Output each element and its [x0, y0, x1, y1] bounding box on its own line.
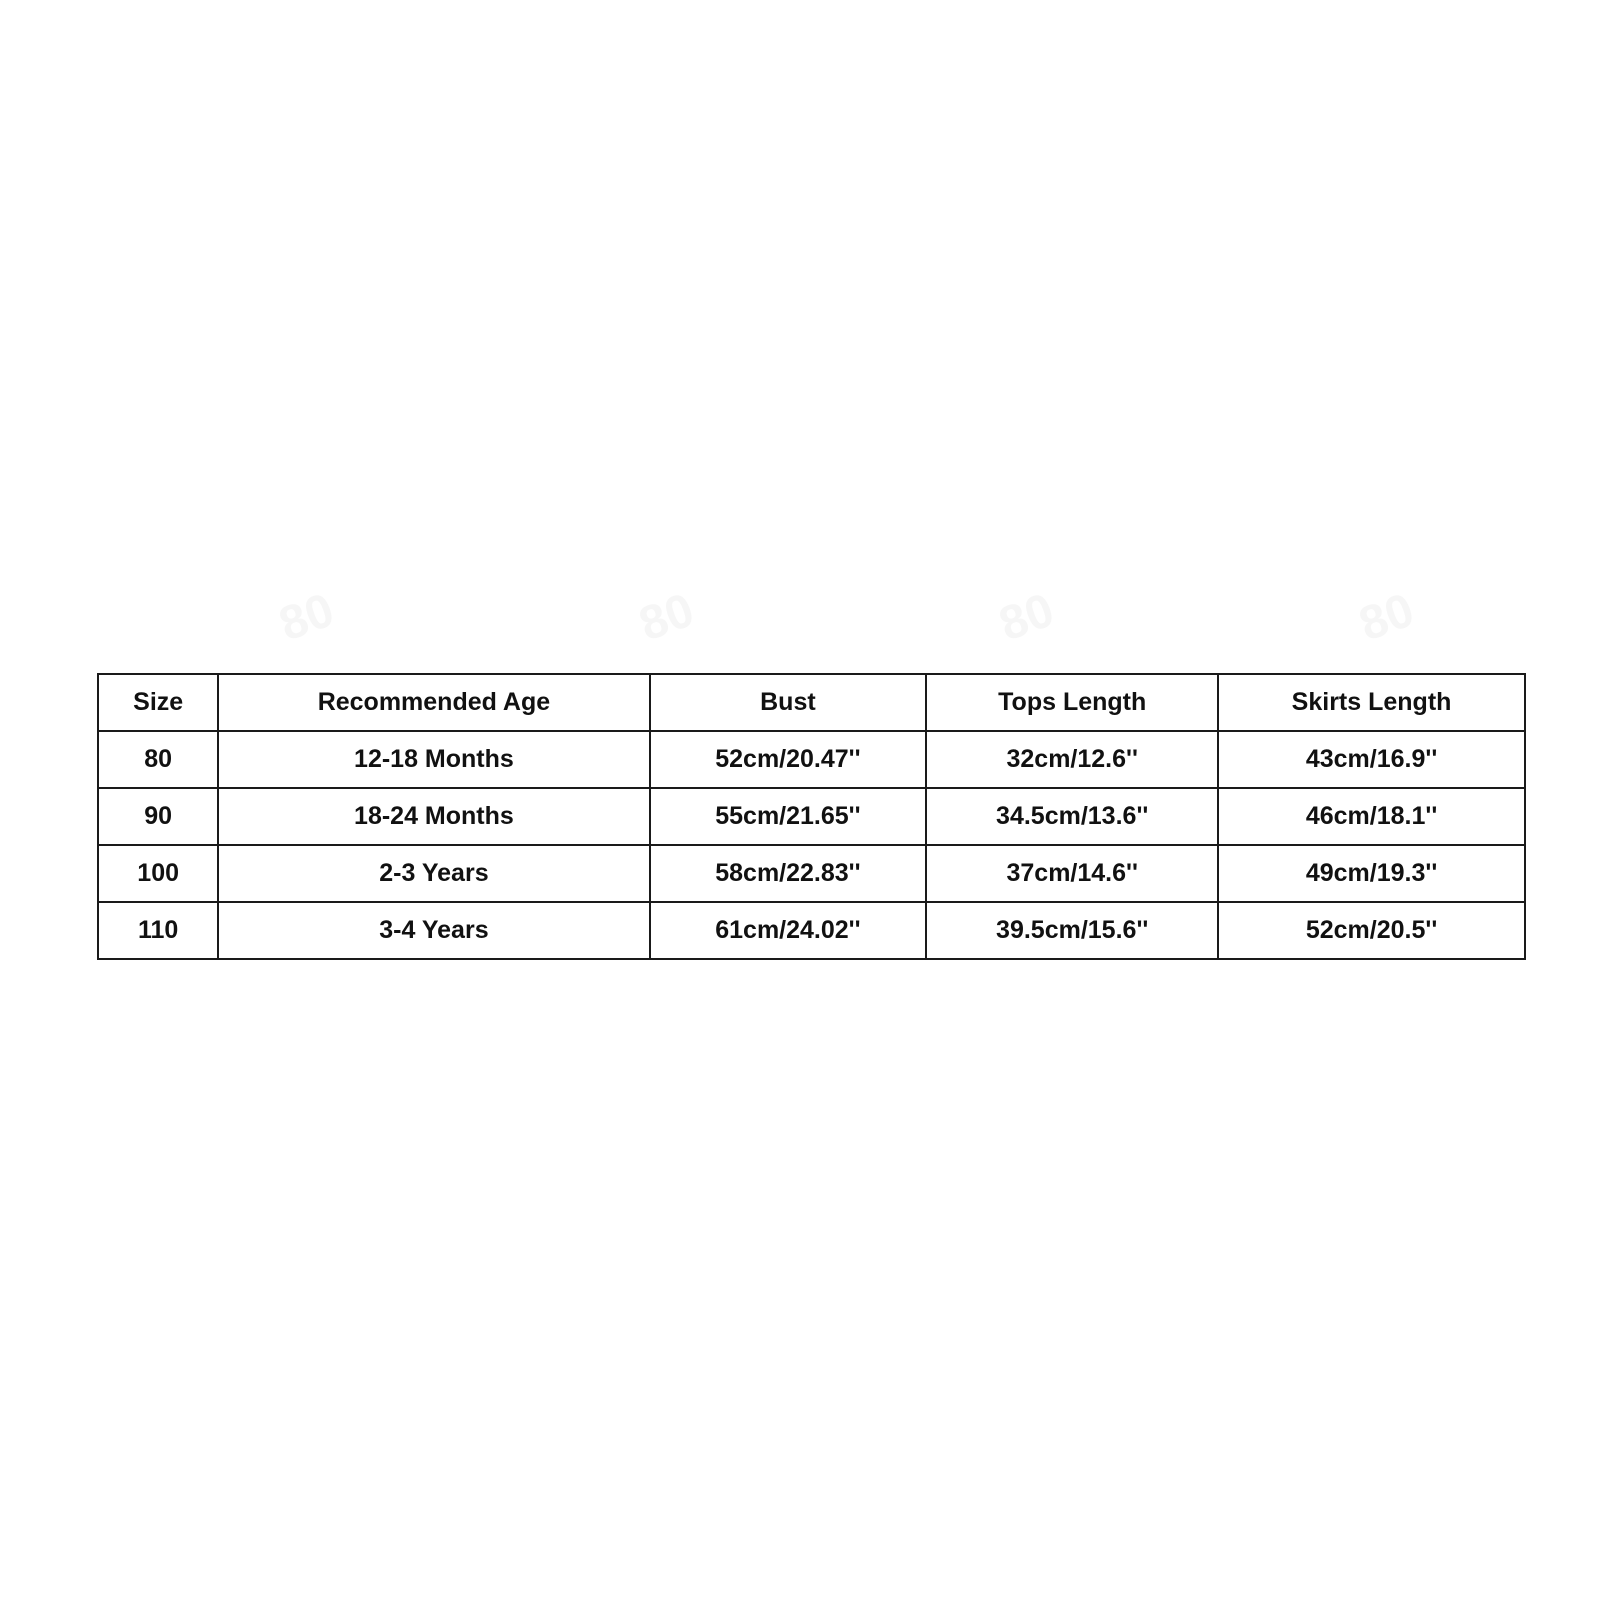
size-cell: 110 — [98, 902, 218, 959]
age-cell: 12-18 Months — [218, 731, 649, 788]
age-cell: 3-4 Years — [218, 902, 649, 959]
header-cell-bust: Bust — [650, 674, 927, 731]
age-cell: 2-3 Years — [218, 845, 649, 902]
tops-length-cell: 32cm/12.6'' — [926, 731, 1218, 788]
skirts-length-cell: 46cm/18.1'' — [1218, 788, 1525, 845]
bust-cell: 58cm/22.83'' — [650, 845, 927, 902]
table-header-row — [98, 674, 1525, 731]
table-row — [98, 902, 1525, 959]
size-cell: 80 — [98, 731, 218, 788]
watermark — [272, 583, 341, 653]
tops-length-cell: 34.5cm/13.6'' — [926, 788, 1218, 845]
size-cell: 90 — [98, 788, 218, 845]
size-cell: 100 — [98, 845, 218, 902]
skirts-length-cell: 49cm/19.3'' — [1218, 845, 1525, 902]
header-cell-size: Size — [98, 674, 218, 731]
watermark — [632, 583, 701, 653]
tops-length-cell: 39.5cm/15.6'' — [926, 902, 1218, 959]
header-cell-recommended-age: Recommended Age — [218, 674, 649, 731]
size-chart-table — [97, 673, 1526, 960]
bust-cell: 55cm/21.65'' — [650, 788, 927, 845]
bust-cell: 52cm/20.47'' — [650, 731, 927, 788]
age-cell: 18-24 Months — [218, 788, 649, 845]
skirts-length-cell: 43cm/16.9'' — [1218, 731, 1525, 788]
bust-cell: 61cm/24.02'' — [650, 902, 927, 959]
table-row — [98, 788, 1525, 845]
skirts-length-cell: 52cm/20.5'' — [1218, 902, 1525, 959]
tops-length-cell: 37cm/14.6'' — [926, 845, 1218, 902]
header-cell-skirts-length: Skirts Length — [1218, 674, 1525, 731]
watermark — [1352, 583, 1421, 653]
header-cell-tops-length: Tops Length — [926, 674, 1218, 731]
table-row — [98, 731, 1525, 788]
table-row — [98, 845, 1525, 902]
watermark — [992, 583, 1061, 653]
